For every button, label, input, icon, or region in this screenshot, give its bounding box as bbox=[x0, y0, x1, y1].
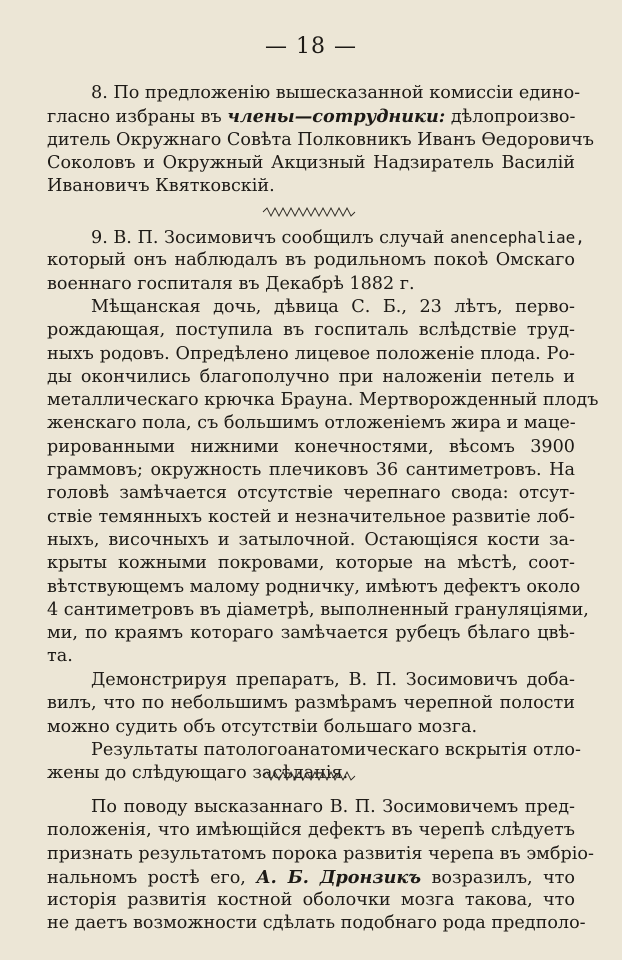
paragraph-9 bbox=[47, 226, 585, 296]
text-line: рождающая, поступила въ госпиталь вслѣдствіе труд- bbox=[47, 320, 575, 341]
paragraph-13 bbox=[47, 796, 594, 936]
text-line: Демонстрируя препаратъ, В. П. Зосимовичъ доба- bbox=[91, 670, 575, 690]
emphasis-text: члены—сотрудники: bbox=[227, 106, 446, 128]
text-line: военнаго госпиталя въ Декабрѣ 1882 г. bbox=[47, 273, 415, 294]
text-line: Мѣщанская дочь, дѣвица С. Б., 23 лѣтъ, перво- bbox=[91, 297, 575, 317]
text-line: вѣтствующемъ малому родничку, имѣютъ дефектъ около bbox=[47, 576, 581, 597]
text-line: ствіе темянныхъ костей и незначительное развитіе лоб- bbox=[47, 506, 575, 527]
text-line: дитель Окружнаго Совѣта Полковникъ Иванъ Ѳедоровичъ bbox=[47, 129, 594, 150]
text-line: женскаго пола, съ большимъ отложеніемъ жира и маце- bbox=[47, 413, 576, 434]
text-line: вилъ, что по небольшимъ размѣрамъ черепной полости bbox=[47, 693, 575, 714]
text-line: который онъ наблюдалъ въ родильномъ покоѣ Омскаго bbox=[47, 250, 575, 271]
ornament-divider bbox=[261, 770, 357, 782]
text-line: ды окончились благополучно при наложеніи петель и bbox=[47, 366, 575, 387]
text-line: положенія, что имѣющійся дефектъ въ черепѣ слѣдуетъ bbox=[47, 820, 575, 841]
text-line: граммовъ; окружность плечиковъ 36 сантиметровъ. На bbox=[47, 460, 575, 481]
text-span: 9. В. П. Зосимовичъ сообщилъ случай bbox=[91, 228, 450, 248]
text-line: жены до слѣдующаго засѣданія. bbox=[47, 763, 349, 784]
text-line: не даетъ возможности сдѣлать подобнаго рода предполо- bbox=[47, 913, 586, 934]
ornament-divider bbox=[261, 206, 357, 218]
text-line: 8. По предложенію вышесказанной комиссіи едино- bbox=[91, 83, 581, 103]
page-number: — 18 — bbox=[265, 34, 357, 59]
text-line: ныхъ, височныхъ и затылочной. Остающіяся кости за- bbox=[47, 529, 575, 550]
text-line: Ивановичъ Квятковскій. bbox=[47, 176, 275, 197]
text-span: гласно избраны въ bbox=[47, 107, 228, 128]
latin-term: anencephaliae, bbox=[449, 228, 585, 247]
paragraph-8 bbox=[47, 82, 594, 198]
text-line: металлическаго крючка Брауна. Мертворожденный плодъ bbox=[47, 390, 599, 411]
text-line bbox=[47, 105, 575, 128]
text-line: ныхъ родовъ. Опредѣлено лицевое положеніе плода. Ро- bbox=[47, 343, 575, 364]
text-line: Результаты патологоанатомическаго вскрытія отло- bbox=[91, 740, 581, 760]
text-line: 4 сантиметровъ въ діаметрѣ, выполненный грануляціями, bbox=[47, 599, 589, 620]
text-line: рированными нижними конечностями, вѣсомъ 3900 bbox=[47, 436, 575, 457]
text-line: крыты кожными покровами, которые на мѣстѣ, соот- bbox=[47, 553, 575, 574]
paragraph-11 bbox=[47, 669, 575, 739]
text-line: можно судить объ отсутствіи большаго мозга. bbox=[47, 716, 478, 737]
text-line: признать результатомъ порока развитія черепа въ эмбріо- bbox=[47, 843, 594, 864]
text-line: По поводу высказаннаго В. П. Зосимовичемъ пред- bbox=[91, 797, 575, 817]
text-line: ми, по краямъ котораго замѣчается рубецъ бѣлаго цвѣ- bbox=[47, 623, 575, 644]
author-name: А. Б. Дронзикъ bbox=[256, 866, 422, 888]
text-span: дѣлопроизво- bbox=[445, 107, 576, 128]
text-line: исторія развитія костной оболочки мозга такова, что bbox=[47, 890, 575, 911]
text-line bbox=[47, 866, 575, 889]
text-span: нальномъ ростѣ его, bbox=[47, 867, 257, 888]
paragraph-10 bbox=[47, 296, 599, 669]
text-line: Соколовъ и Окружный Акцизный Надзиратель Василій bbox=[47, 152, 575, 173]
text-line: та. bbox=[47, 646, 73, 667]
text-line: головѣ замѣчается отсутствіе черепнаго свода: отсут- bbox=[47, 483, 575, 504]
text-line bbox=[47, 226, 585, 249]
text-span: возразилъ, что bbox=[421, 867, 575, 888]
